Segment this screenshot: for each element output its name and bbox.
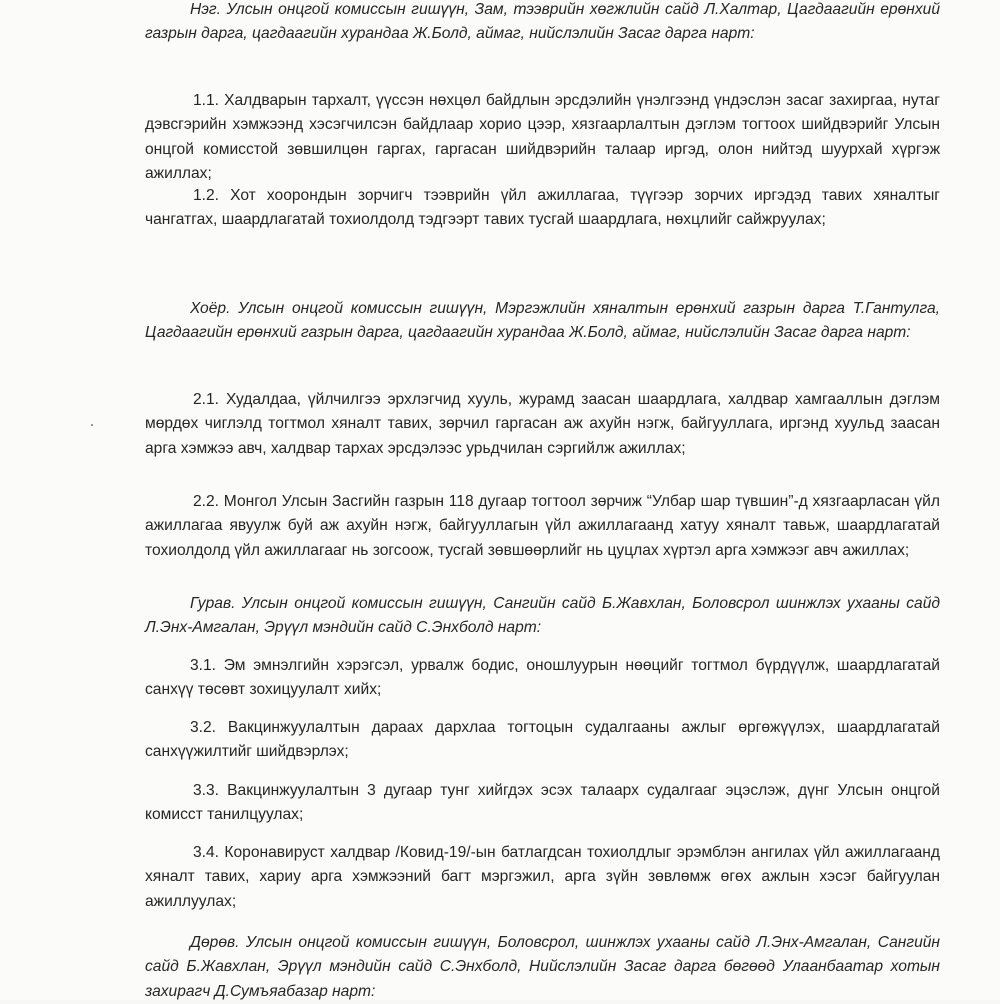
section-two-heading: Хоёр. Улсын онцгой комиссын гишүүн, Мэргэжлийн хяналтын ерөнхий газрын дарга Т.Гантулга, Цагдаагийн ерөнхий газрын дарга, цагдаагийн хурандаа Ж.Болд, аймаг, нийслэлийн Засаг дарга нарт:	[145, 300, 940, 342]
paragraph-2-1: 2.1. Худалдаа, үйлчилгээ эрхлэгчид хууль, журамд заасан шаардлага, халдвар хамгааллын дэглэм мөрдөх чиглэлд тогтмол хяналт тавих, зөрчил гаргасан аж ахуйн нэгж, байгууллага, иргэнд хуульд заасан арга хэмжээ авч, халдвар тархах эрсдэлээс урьдчилан сэргийлж ажиллах;	[145, 391, 940, 457]
paragraph-2-2: 2.2. Монгол Улсын Засгийн газрын 118 дугаар тогтоол зөрчиж “Улбар шар түвшин”-д хязгаарласан үйл ажиллагаа явуулж буй аж ахуйн нэгж, байгууллагын үйл ажиллагаанд хатуу хяналт тавьж, шаардлагатай тохиолдолд үйл ажиллагааг нь зогсоож, тусгай зөвшөөрлийг нь цуцлах хүртэл арга хэмжээг авч ажиллах;	[145, 493, 940, 559]
section-four-heading: Дөрөв. Улсын онцгой комиссын гишүүн, Боловсрол, шинжлэх ухааны сайд Л.Энх-Амгалан, Сангийн сайд Б.Жавхлан, Эрүүл мэндийн сайд С.Энхболд, Нийслэлийн Засаг дарга бөгөөд Улаанбаатар хотын захирагч Д.Сумъяабазар нарт:	[145, 934, 940, 1000]
scan-speck	[91, 424, 93, 426]
paragraph-3-4: 3.4. Коронавируст халдвар /Ковид-19/-ын батлагдсан тохиолдлыг эрэмблэн ангилах үйл ажиллагаанд хяналт тавих, хариу арга хэмжээний багт мэргэжил, арга зүйн зөвлөмж өгөх ажлын хэсэг байгуулан ажиллуулах;	[145, 844, 940, 910]
paragraph-3-3: 3.3. Вакцинжуулалтын 3 дугаар тунг хийгдэх эсэх талаарх судалгааг эцэслэж, дүнг Улсын онцгой комисст танилцуулах;	[145, 782, 940, 824]
section-three-heading: Гурав. Улсын онцгой комиссын гишүүн, Сангийн сайд Б.Жавхлан, Боловсрол шинжлэх ухааны сайд Л.Энх-Амгалан, Эрүүл мэндийн сайд С.Энхболд нарт:	[145, 595, 940, 637]
paragraph-3-1: 3.1. Эм эмнэлгийн хэрэгсэл, урвалж бодис, оношлуурын нөөцийг тогтмол бүрдүүлж, шаардлагатай санхүү төсөвт зохицуулалт хийх;	[145, 657, 940, 699]
paragraph-1-1: 1.1. Халдварын тархалт, үүссэн нөхцөл байдлын эрсдэлийн үнэлгээнд үндэслэн засаг захиргаа, нутаг дэвсгэрийн хэмжээнд хэсэгчилсэн байдлаар хорио цээр, хязгаарлалтын дэглэм тогтоох шийдвэрийг Улсын онцгой комисстой зөвшилцөн гаргах, гаргасан шийдвэрийн талаар иргэд, олон нийтэд шуурхай хүргэж ажиллах;	[145, 92, 940, 182]
paragraph-1-2: 1.2. Хот хоорондын зорчигч тээврийн үйл ажиллагаа, түүгээр зорчих иргэдэд тавих хяналтыг чангатгах, шаардлагатай тохиолдолд тэдгээрт тавих тусгай шаардлага, нөхцлийг сайжруулах;	[145, 187, 940, 229]
section-one-heading: Нэг. Улсын онцгой комиссын гишүүн, Зам, тээврийн хөгжлийн сайд Л.Халтар, Цагдаагийн ерөнхий газрын дарга, цагдаагийн хурандаа Ж.Болд, аймаг, нийслэлийн Засаг дарга нарт:	[145, 1, 940, 43]
paragraph-3-2: 3.2. Вакцинжуулалтын дараах дархлаа тогтоцын судалгааны ажлыг өргөжүүлэх, шаардлагатай санхүүжилтийг шийдвэрлэх;	[145, 719, 940, 761]
